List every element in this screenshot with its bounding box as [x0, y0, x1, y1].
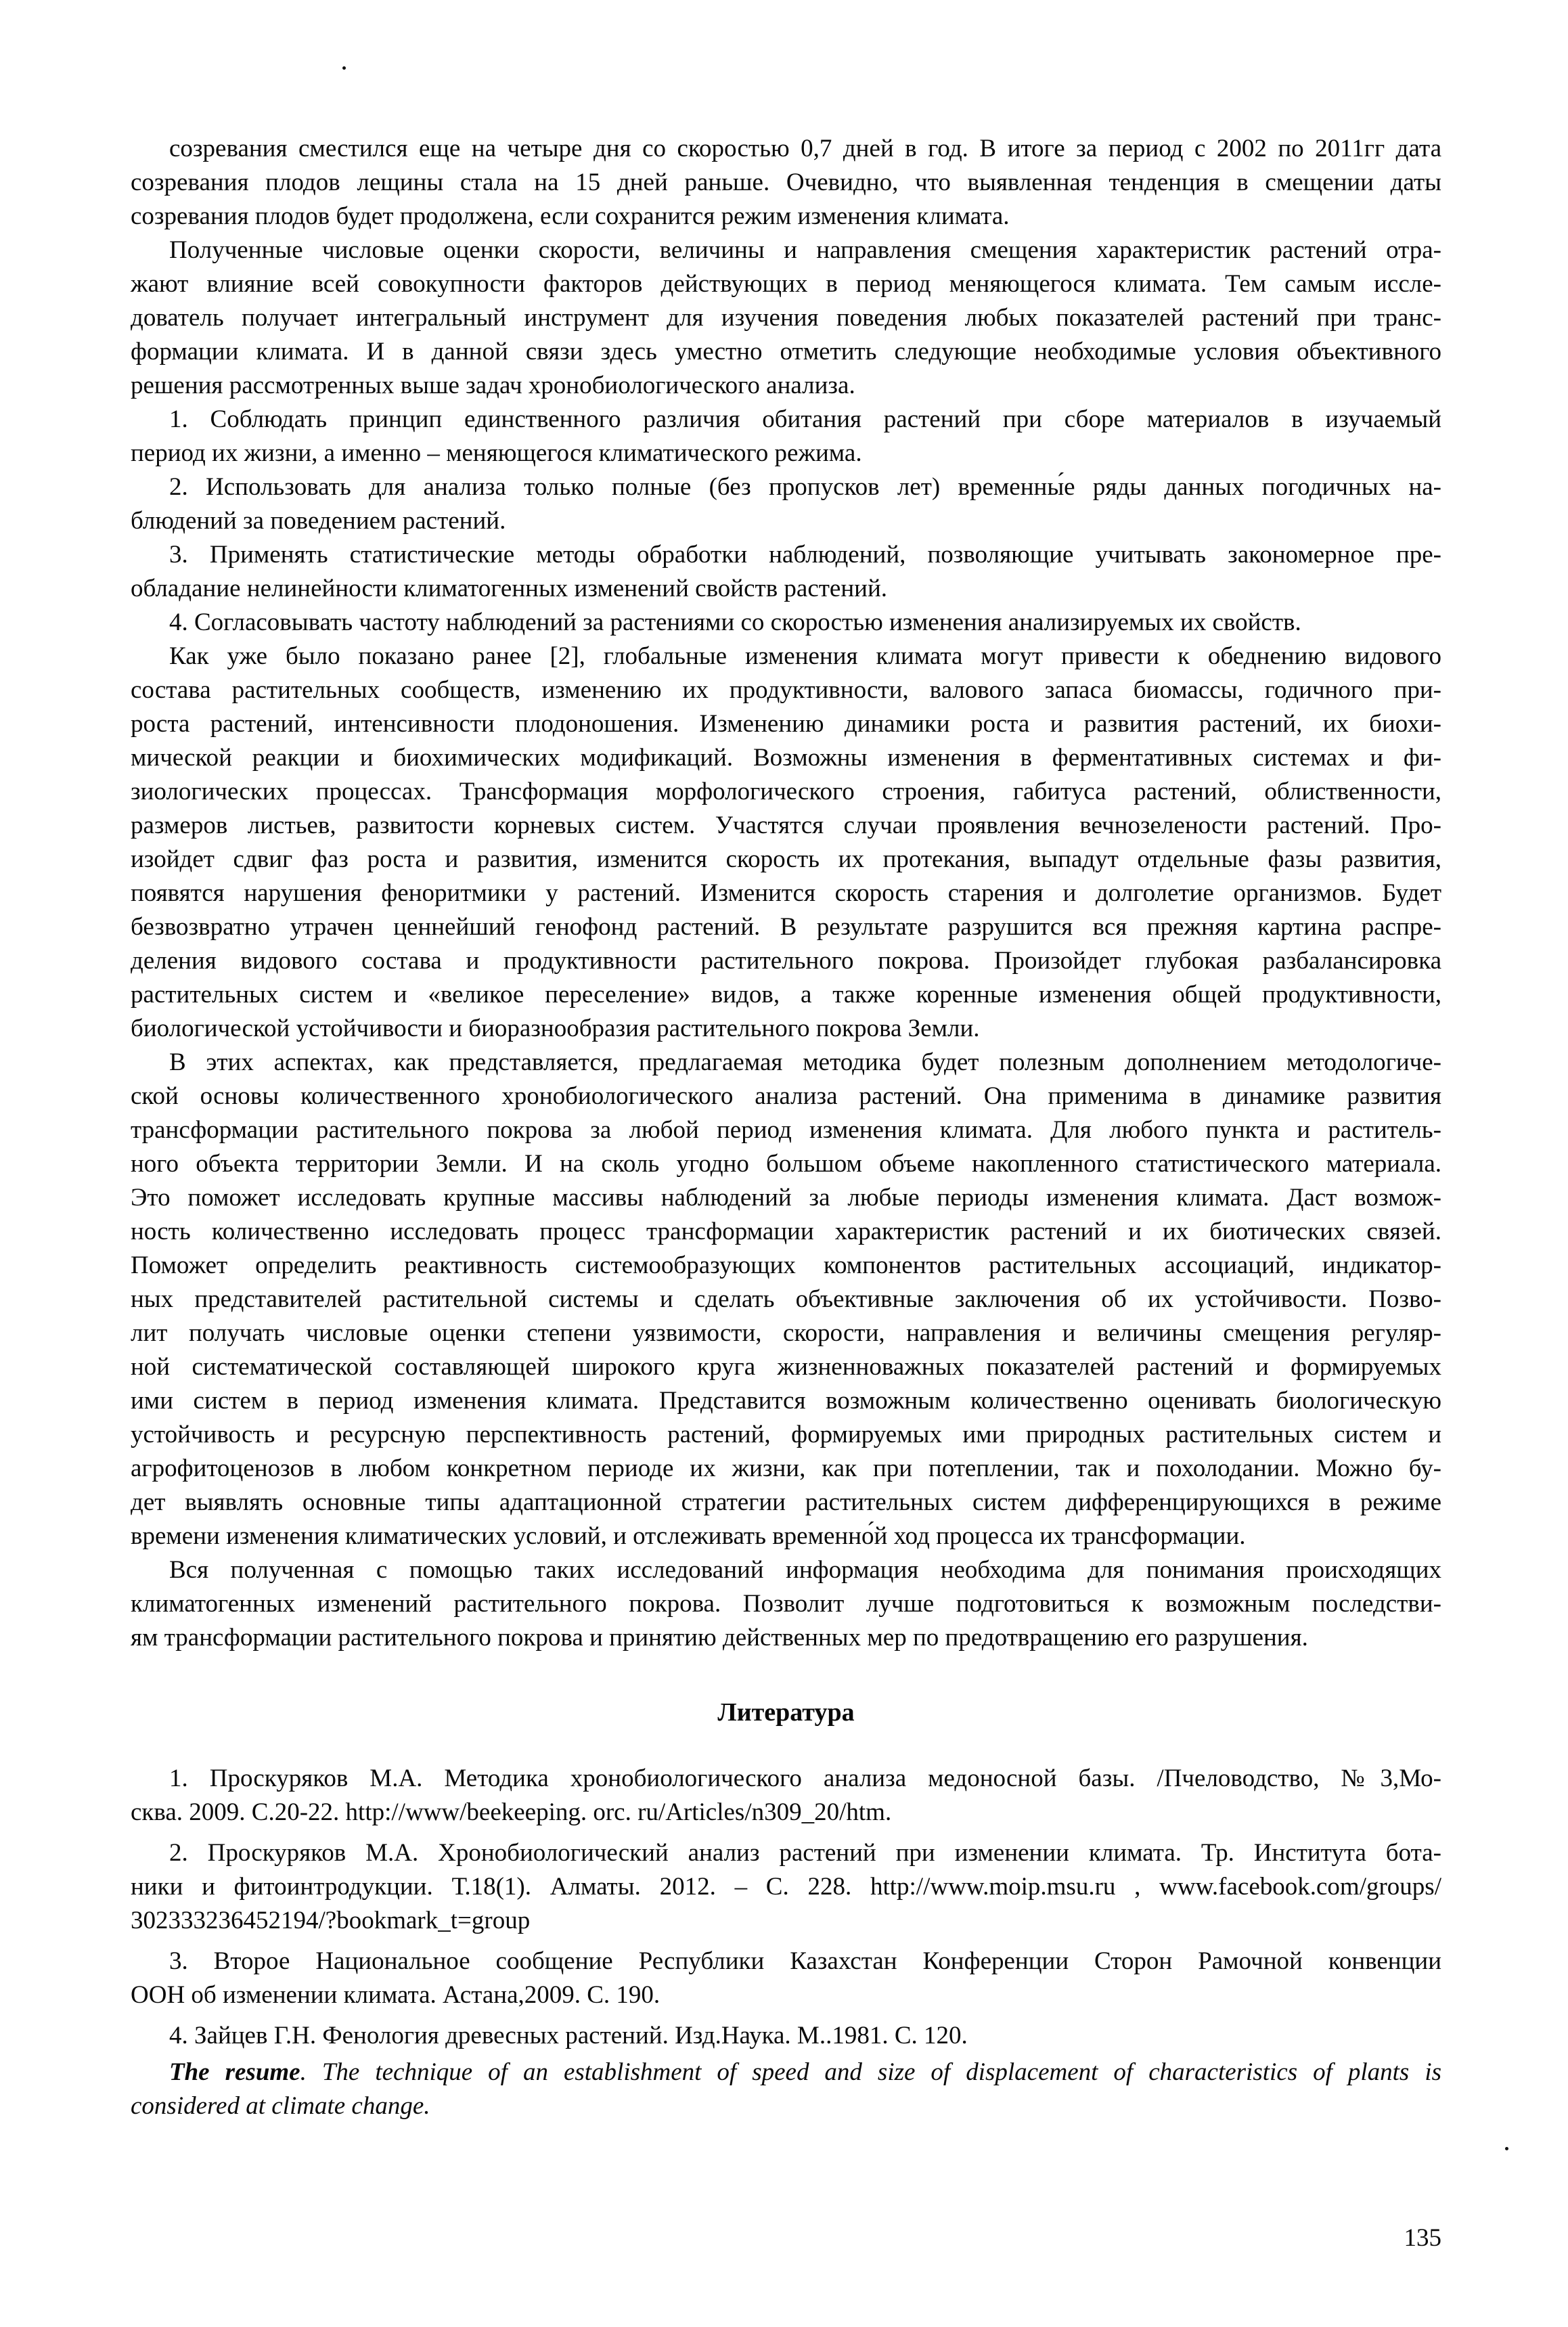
text-line: устойчивость и ресурсную перспективность растений, формируемых ими природных растительных систем и	[131, 1421, 1441, 1448]
resume-lead: The resume	[169, 2058, 300, 2086]
text-line: Вся полученная с помощью таких исследований информация необходима для понимания происходящих	[169, 1556, 1441, 1584]
text-line: биологической устойчивости и биоразнообразия растительного покрова Земли.	[131, 1015, 980, 1042]
text-line: ими систем в период изменения климата. Представится возможным количественно оценивать биологическую	[131, 1387, 1441, 1415]
text-line: мической реакции и биохимических модификаций. Возможны изменения в ферментативных системах и фи-	[131, 744, 1441, 772]
text-line: решения рассмотренных выше задач хронобиологического анализа.	[131, 372, 855, 399]
reference-line: 4. Зайцев Г.Н. Фенология древесных растений. Изд.Наука. М..1981. С. 120.	[169, 2022, 968, 2049]
spacer	[131, 2012, 1441, 2019]
reference-item	[131, 1762, 1441, 1830]
text-line: ность количественно исследовать процесс трансформации характеристик растений и их биотических связей.	[131, 1218, 1441, 1245]
reference-line: ООН об изменении климата. Астана,2009. С. 190.	[131, 1981, 660, 2009]
paragraph	[131, 538, 1441, 606]
text-line: размеров листьев, развитости корневых систем. Участятся случаи проявления вечнозелености растений. Про-	[131, 812, 1441, 839]
text-line: формации климата. И в данной связи здесь уместно отметить следующие необходимые условия объективного	[131, 338, 1441, 365]
page-number: 135	[1404, 2224, 1441, 2252]
text-line: Полученные числовые оценки скорости, величины и направления смещения характеристик растений отра-	[169, 236, 1441, 264]
reference-line: 302333236452194/?bookmark_t=group	[131, 1907, 531, 1934]
text-line: климатогенных изменений растительного покрова. Позволит лучше подготовиться к возможным последстви-	[131, 1590, 1441, 1618]
text-line: блюдений за поведением растений.	[131, 507, 506, 535]
text-line: растительных систем и «великое переселение» видов, а также коренные изменения общей продуктивности,	[131, 981, 1441, 1009]
text-line: созревания плодов будет продолжена, если сохранится режим изменения климата.	[131, 202, 1010, 230]
text-line: Как уже было показано ранее [2], глобальные изменения климата могут привести к обеднению видового	[169, 642, 1441, 670]
reference-line: ники и фитоинтродукции. Т.18(1). Алматы. 2012. – С. 228. http://www.moip.msu.ru , www.facebook.com/groups/	[131, 1873, 1441, 1901]
paragraph	[131, 1046, 1441, 1553]
text-line: ных представителей растительной системы и сделать объективные заключения об их устойчивости. Позво-	[131, 1285, 1441, 1313]
text-line: роста растений, интенсивности плодоношения. Изменению динамики роста и развития растений, их биохи-	[131, 710, 1441, 738]
text-line: изойдет сдвиг фаз роста и развития, изменится скорость их протекания, выпадут отдельные фазы развития,	[131, 845, 1441, 873]
resume-abstract	[131, 2056, 1441, 2123]
text-line: 2. Использовать для анализа только полные (без пропусков лет) временны́е ряды данных погодичных на-	[169, 473, 1441, 501]
text-line: ного объекта территории Земли. И на сколь угодно большом объеме накопленного статистического материала.	[131, 1150, 1441, 1178]
text-line: зиологических процессах. Трансформация морфологического строения, габитуса растений, облиственности,	[131, 778, 1441, 805]
text-line: В этих аспектах, как представляется, предлагаемая методика будет полезным дополнением методологиче-	[169, 1048, 1441, 1076]
text-line: агрофитоценозов в любом конкретном периоде их жизни, как при потеплении, так и похолодании. Можно бу-	[131, 1455, 1441, 1482]
paragraph	[131, 640, 1441, 1046]
paragraph	[131, 234, 1441, 403]
scan-speck	[1505, 2147, 1508, 2150]
reference-item	[131, 1836, 1441, 1938]
resume-text: . The technique of an establishment of speed and size of displacement of characteristics of plants is	[300, 2058, 1442, 2086]
text-line: созревания сместился еще на четыре дня со скоростью 0,7 дней в год. В итоге за период с 2002 по 2011гг дата	[169, 135, 1441, 162]
text-line: созревания плодов лещины стала на 15 дней раньше. Очевидно, что выявленная тенденция в смещении даты	[131, 169, 1441, 196]
text-line: трансформации растительного покрова за любой период изменения климата. Для любого пункта и раститель-	[131, 1116, 1441, 1144]
resume-line	[131, 2056, 1441, 2089]
text-line: жают влияние всей совокупности факторов действующих в период меняющегося климата. Тем самым иссле-	[131, 270, 1441, 298]
text-line: деления видового состава и продуктивности растительного покрова. Произойдет глубокая разбалансировка	[131, 947, 1441, 975]
reference-line: 2. Проскуряков М.А. Хронобиологический анализ растений при изменении климата. Тр. Института бота-	[169, 1839, 1441, 1867]
text-line: времени изменения климатических условий, и отслеживать временно́й ход процесса их трансформации.	[131, 1522, 1246, 1550]
references-list	[131, 1762, 1441, 2053]
paragraph	[131, 132, 1441, 234]
reference-line: 1. Проскуряков М.А. Методика хронобиологического анализа медоносной базы. /Пчеловодство, №3,Мо-	[169, 1765, 1441, 1792]
text-line: безвозвратно утрачен ценнейший генофонд растений. В результате разрушится вся прежняя картина распре-	[131, 913, 1441, 941]
paragraph	[131, 1553, 1441, 1655]
text-line: лит получать числовые оценки степени уязвимости, скорости, направления и величины смещения регуляр-	[131, 1319, 1441, 1347]
text-line: 4. Согласовывать частоту наблюдений за растениями со скоростью изменения анализируемых их свойств.	[169, 608, 1301, 636]
text-line: дет выявлять основные типы адаптационной стратегии растительных систем дифференцирующихся в режиме	[131, 1488, 1441, 1516]
text-line: Это поможет исследовать крупные массивы наблюдений за любые периоды изменения климата. Даст возмож-	[131, 1184, 1441, 1212]
spacer	[131, 1830, 1441, 1836]
paragraph	[131, 403, 1441, 470]
article-body	[131, 132, 1441, 1655]
reference-line: 3. Второе Национальное сообщение Республики Казахстан Конференции Сторон Рамочной конвенции	[169, 1947, 1441, 1975]
reference-item	[131, 1945, 1441, 2012]
text-line: дователь получает интегральный инструмент для изучения поведения любых показателей растений при транс-	[131, 304, 1441, 332]
text-line: 1. Соблюдать принцип единственного различия обитания растений при сборе материалов в изучаемый	[169, 405, 1441, 433]
text-line: 3. Применять статистические методы обработки наблюдений, позволяющие учитывать закономерное пре-	[169, 541, 1441, 569]
references-heading: Литература	[717, 1698, 855, 1727]
paragraph	[131, 470, 1441, 538]
text-line: состава растительных сообществ, изменению их продуктивности, валового запаса биомассы, годичного при-	[131, 676, 1441, 704]
text-line: ской основы количественного хронобиологического анализа растений. Она применима в динамике развития	[131, 1082, 1441, 1110]
paragraph	[131, 606, 1441, 640]
spacer	[131, 1938, 1441, 1945]
scan-speck	[342, 66, 346, 70]
resume-line: considered at climate change.	[131, 2092, 430, 2120]
text-line: появятся нарушения феноритмики у растений. Изменится скорость старения и долголетие организмов. Будет	[131, 879, 1441, 907]
text-line: ной систематической составляющей широкого круга жизненноважных показателей растений и формируемых	[131, 1353, 1441, 1381]
reference-item	[131, 2019, 1441, 2053]
text-line: обладание нелинейности климатогенных изменений свойств растений.	[131, 575, 888, 602]
text-line: ям трансформации растительного покрова и принятию действенных мер по предотвращению его разрушения.	[131, 1624, 1308, 1652]
text-line: Поможет определить реактивность системообразующих компонентов растительных ассоциаций, индикатор-	[131, 1251, 1441, 1279]
text-line: период их жизни, а именно – меняющегося климатического режима.	[131, 439, 862, 467]
reference-line: сква. 2009. С.20-22. http://www/beekeeping. orc. ru/Articles/n309_20/htm.	[131, 1798, 892, 1826]
